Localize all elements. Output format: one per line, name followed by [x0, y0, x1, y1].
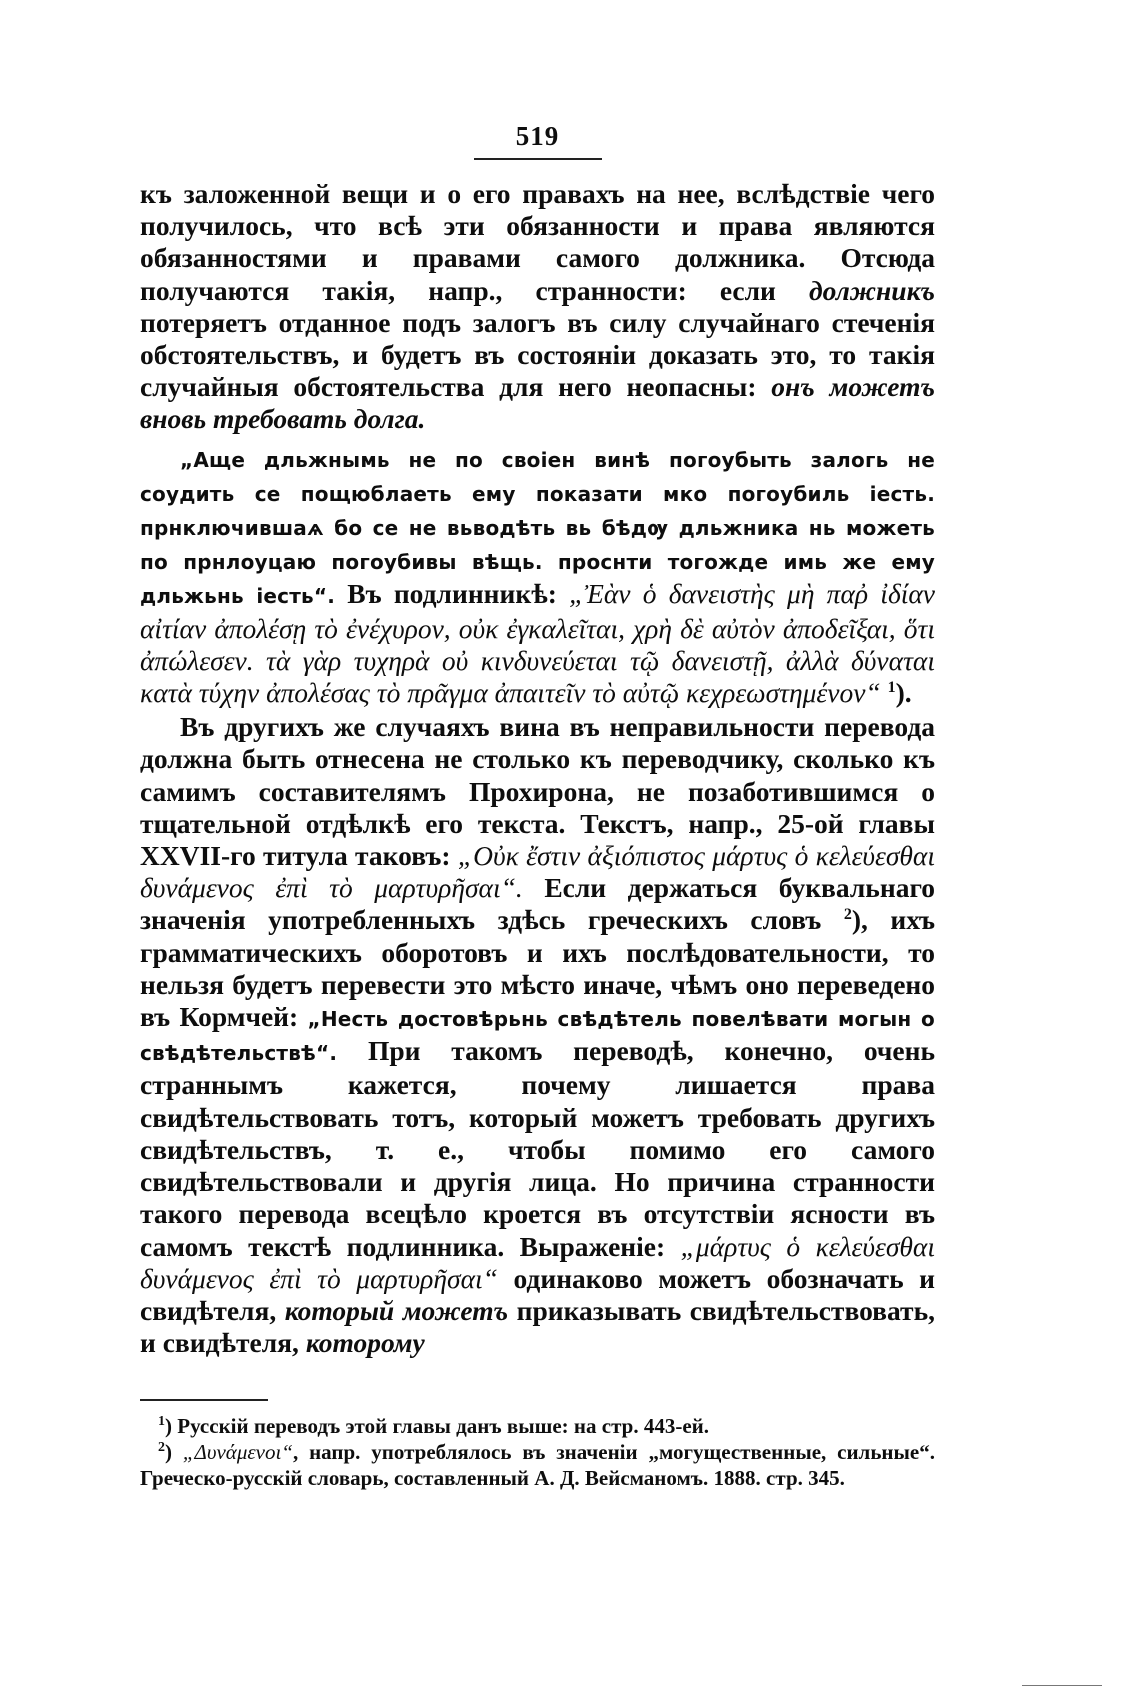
- scan-corner-mark: [1022, 1685, 1102, 1686]
- text-run: При такомъ переводѣ, конечно, очень страннымъ кажется, почему лишается права свидѣтельствовать тотъ, который можетъ требовать другихъ свидѣтельствъ, т. е., чтобы помимо его самого свидѣтельствовали и другія лица. Но причина странности такого перевода всецѣло кроется въ отсутствіи ясности въ самомъ текстѣ подлинника. Выраженіе:: [140, 1035, 935, 1262]
- footnote-2: [140, 1439, 935, 1491]
- footnote-1: [140, 1413, 935, 1439]
- footnote-separator: [140, 1399, 268, 1401]
- footnote-reference: 1: [887, 678, 896, 696]
- italic-text: который можетъ: [284, 1294, 509, 1326]
- text-run: ).: [895, 677, 912, 709]
- church-slavonic-quote: „Аще дльжнымь не по своіен винѣ погоубыть залогь не соудить се пощюблаеть ему показати мко погоубиль іесть. прнключившаѧ бо се не вьводѣть вь бѣдѹ дльжника нь можеть по прнлоуцаю погоубивы вѣщь. проснти тогожде имь же ему дльжьнь іесть“.: [140, 447, 935, 609]
- paragraph-1: [140, 178, 935, 436]
- book-page: [140, 120, 935, 1491]
- footnote-marker: 1: [158, 1414, 165, 1430]
- text-run: Если держаться буквальнаго значенія употребленныхъ здѣсь греческихъ словъ: [140, 872, 935, 936]
- italic-text: онъ можетъ вновь требовать долга.: [140, 371, 935, 435]
- text-run: одинаково можетъ обозначать и свидѣтеля,: [140, 1262, 935, 1326]
- footnote-text: ) Русскій переводъ этой главы данъ выше: на стр. 443-ей.: [165, 1414, 710, 1439]
- text-run: потеряетъ отданное подъ залогъ въ силу случайнаго стеченія обстоятельствъ, и будетъ въ состояніи доказать это, то такія случайныя обстоятельства для него неопасны:: [140, 306, 935, 403]
- greek-word: „Δυνάμενοι“: [182, 1440, 293, 1465]
- greek-quote: „Ἐὰν ὁ δανειστὴς μὴ παῤ ἰδίαν αἰτίαν ἀπολέσῃ τὸ ἐνέχυρον, οὐκ ἐγκαλεῖται, χρὴ δὲ αὐτὸν ἀποδεῖξαι, ὅτι ἀπώλεσεν. τὰ γὰρ τυχηρὰ οὐ κινδυνεύεται τῷ δανειστῇ, ἀλλὰ δύναται κατὰ τύχην ἀπολέσας τὸ πρᾶγμα ἀπαιτεῖν τὸ αὐτῷ κεχρεωστημένον“: [140, 578, 936, 709]
- italic-text: которому: [305, 1327, 425, 1359]
- church-slavonic-quote: „Несть достовѣрьнь свѣдѣтель повелѣвати могын о свѣдѣтельствѣ“.: [140, 1007, 935, 1066]
- paragraph-2: [140, 442, 935, 710]
- italic-text: должникъ: [809, 274, 935, 306]
- text-run: приказывать свидѣтельствовать, и свидѣтеля,: [140, 1294, 935, 1359]
- greek-quote: „μάρτυς ὁ κελεύεσθαι δυνάμενος ἐπὶ τὸ μαρτυρῆσαι“: [140, 1230, 935, 1294]
- text-run: ), ихъ грамматическихъ оборотовъ и ихъ послѣдовательности, то нельзя будетъ перевести это мѣсто иначе, чѣмъ оно переведено въ Кормчей:: [140, 904, 935, 1033]
- text-run: къ заложенной вещи и о его правахъ на нее, вслѣдствіе чего получилось, что всѣ эти обязанности и права являются обязанностями и правами самого должника. Отсюда получаются такія, напр., странности: если: [140, 178, 935, 306]
- paragraph-3: [140, 711, 935, 1359]
- text-run: Въ другихъ же случаяхъ вина въ неправильности перевода должна быть отнесена не столько къ переводчику, сколько къ самимъ составителямъ Прохирона, не позаботившимся о тщательной отдѣлкѣ его текста. Текстъ, напр., 25-ой главы XXVII-го титула таковъ:: [140, 711, 935, 872]
- text-run: Въ подлинникѣ:: [335, 578, 570, 610]
- footnote-reference: 2: [843, 906, 852, 924]
- greek-quote: „Οὐκ ἔστιν ἀξιόπιστος μάρτυς ὁ κελεύεσθαι δυνάμενος ἐπὶ τὸ μαρτυρῆσαι“.: [140, 840, 936, 904]
- footnote-text: ): [165, 1440, 183, 1465]
- page-number: 519: [515, 121, 560, 151]
- page-number-rule: [474, 158, 602, 160]
- footnote-marker: 2: [158, 1440, 165, 1456]
- footnote-text: , напр. употреблялось въ значеніи „могущественные, сильные“. Греческо-русскій словарь, составленный А. Д. Вейсманомъ. 1888. стр. 345.: [140, 1440, 935, 1491]
